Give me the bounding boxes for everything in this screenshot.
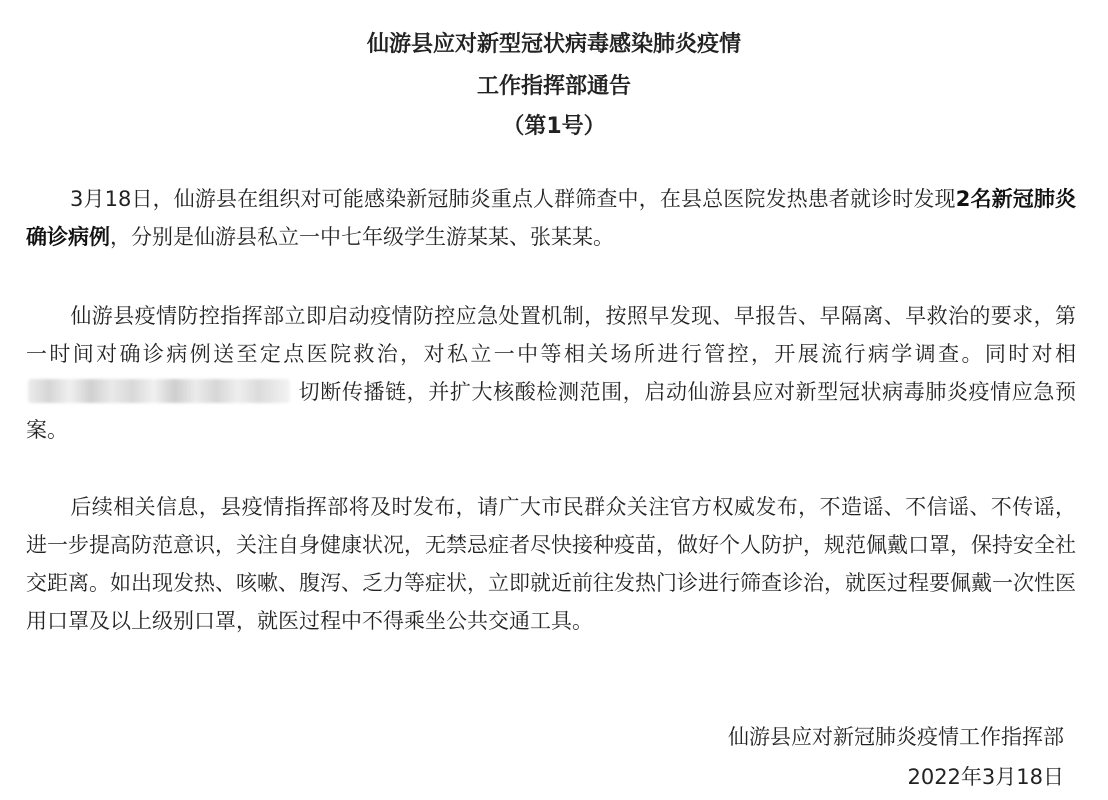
paragraph-1-text-a: 3月18日，仙游县在组织对可能感染新冠肺炎重点人群筛查中，在县总医院发热患者就诊时发现 xyxy=(70,187,956,211)
paragraph-2-text-b: 切断传播链，并扩大核酸检测范围，启动仙游县应对新型冠状病毒肺炎疫情应急预案。 xyxy=(26,380,1076,442)
notice-title-line-1: 仙游县应对新型冠状病毒感染肺炎疫情 xyxy=(366,32,741,57)
paragraph-2 xyxy=(26,297,1076,449)
paragraph-3-text: 后续相关信息，县疫情指挥部将及时发布，请广大市民群众关注官方权威发布，不造谣、不信谣、不传谣，进一步提高防范意识，关注自身健康状况，无禁忌症者尽快接种疫苗，做好个人防护，规范佩戴口罩，保持安全社交距离。如出现发热、咳嗽、腹泻、乏力等症状，立即就近前往发热门诊进行筛查诊治，就医过程要佩戴一次性医用口罩及以上级别口罩，就医过程中不得乘坐公共交通工具。 xyxy=(26,495,1076,633)
signature-org: 仙游县应对新冠肺炎疫情工作指挥部 xyxy=(728,725,1064,749)
redacted-blur xyxy=(28,379,290,403)
paragraph-1-text-b: ，分别是仙游县私立一中七年级学生游某某、张某某。 xyxy=(110,225,614,249)
notice-title-line-2: 工作指挥部通告 xyxy=(476,74,631,99)
notice-number: （第1号） xyxy=(502,114,606,139)
paragraph-2-text-a: 仙游县疫情防控指挥部立即启动疫情防控应急处置机制，按照早发现、早报告、早隔离、早救治的要求，第一时间对确诊病例送至定点医院救治，对私立一中等相关场所进行管控，开展流行病学调查。同时对相 xyxy=(26,304,1076,366)
paragraph-1-highlight: 2名新冠肺炎确诊病例 xyxy=(26,187,1076,249)
signature-date: 2022年3月18日 xyxy=(907,765,1064,789)
paragraph-1 xyxy=(26,180,1076,256)
paragraph-3 xyxy=(26,488,1076,640)
